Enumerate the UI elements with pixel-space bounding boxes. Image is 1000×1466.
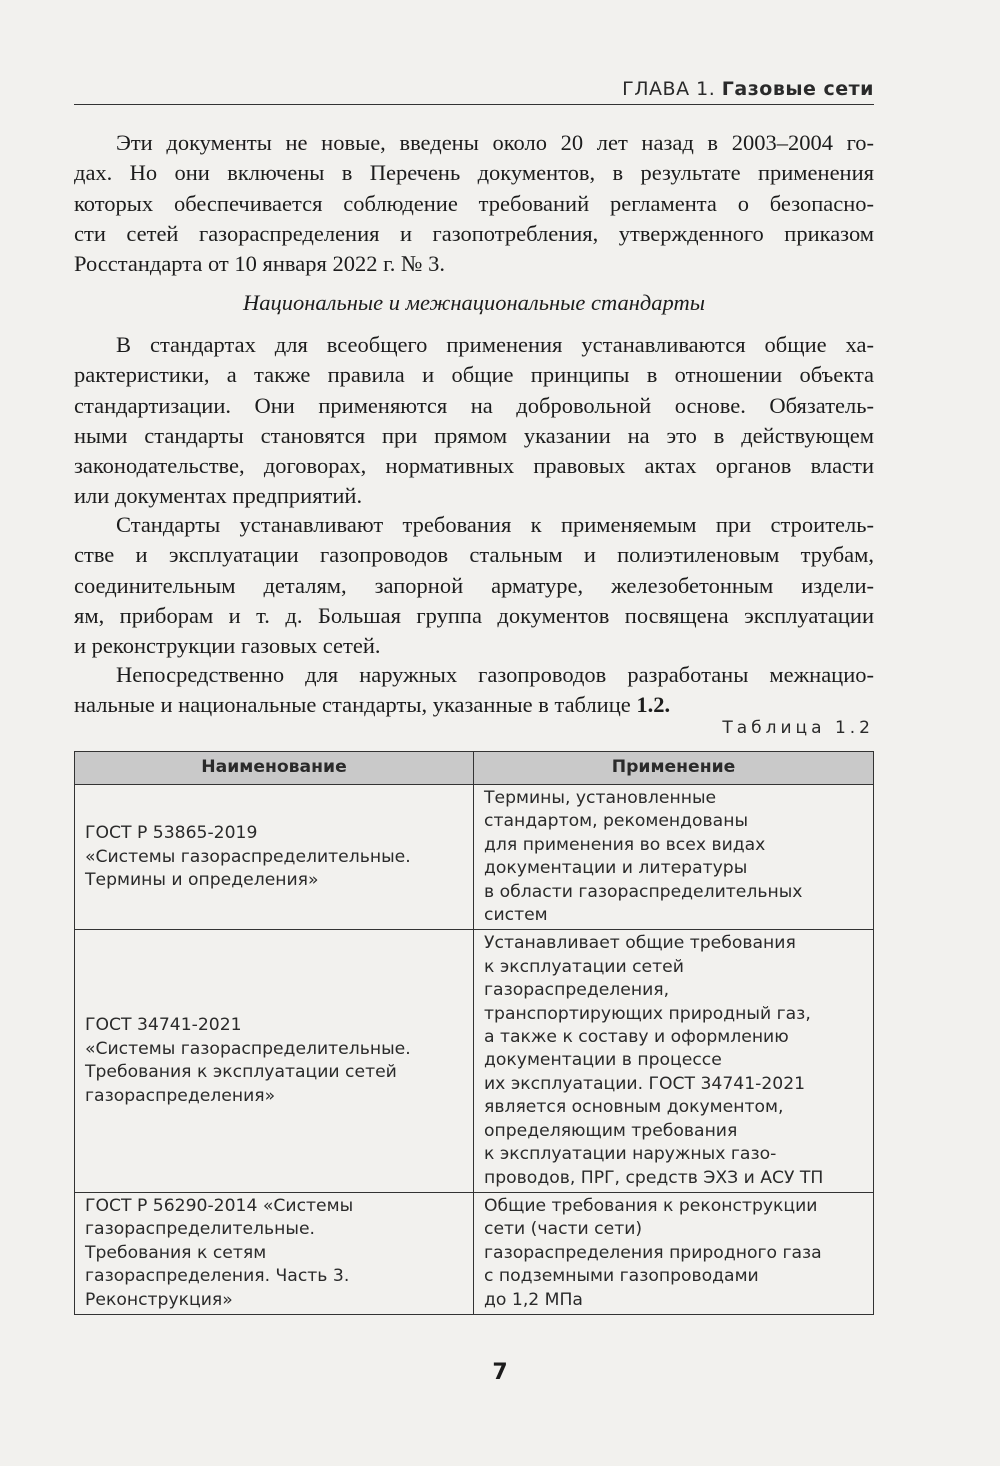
paragraph-line: Эти документы не новые, введены около 20 лет назад в 2003–2004 го- [116, 130, 874, 155]
cell-line: газораспределения. Часть 3. [85, 1266, 350, 1287]
cell-line: систем [484, 905, 548, 926]
paragraph-line: ными стандарты становятся при прямом указании на это в действующем [74, 422, 874, 448]
paragraph-line: законодательстве, договорах, нормативных правовых актах органов власти [74, 453, 874, 479]
column-header-use: Применение [474, 752, 874, 785]
table-reference: 1.2. [636, 692, 671, 718]
page-number: 7 [492, 1360, 508, 1385]
cell-line: Устанавливает общие требования [484, 933, 796, 954]
cell-line: газораспределительные. [85, 1219, 315, 1240]
cell-line: с подземными газопроводами [484, 1266, 759, 1287]
cell-line: ГОСТ Р 53865-2019 [85, 823, 258, 844]
paragraph-line: стандартизации. Они применяются на добровольной основе. Обязатель- [74, 392, 874, 418]
paragraph-line: Стандарты устанавливают требования к применяемым при строитель- [116, 512, 874, 537]
paragraph-line: которых обеспечивается соблюдение требований регламента о безопасно- [74, 190, 874, 216]
table-row [75, 785, 874, 930]
cell-line: документации в процессе [484, 1050, 722, 1071]
cell-line: Термины, установленные [484, 788, 717, 808]
standard-name-cell [75, 1192, 474, 1314]
paragraph-line: Росстандарта от 10 января 2022 г. № 3. [74, 251, 445, 277]
paragraph-line [74, 690, 874, 720]
cell-line: газораспределения, [484, 980, 670, 1001]
paragraph-line: В стандартах для всеобщего применения устанавливаются общие ха- [116, 332, 874, 357]
cell-line: Термины и определения» [85, 869, 319, 890]
paragraph-line: рактеристики, а также правила и общие принципы в отношении объекта [74, 362, 874, 388]
paragraph-line: дах. Но они включены в Перечень документов, в результате применения [74, 160, 874, 186]
cell-line: Общие требования к реконструкции [484, 1195, 818, 1216]
cell-line: транспортирующих природный газ, [484, 1003, 811, 1024]
paragraph-line: Непосредственно для наружных газопроводов разработаны межнацио- [116, 662, 874, 687]
cell-line: Требования к сетям [85, 1242, 267, 1263]
running-head [74, 78, 874, 100]
cell-line: ГОСТ Р 56290-2014 «Системы [85, 1195, 354, 1216]
table-caption: Таблица 1.2 [722, 718, 874, 738]
cell-line: является основным документом, [484, 1097, 784, 1118]
cell-line: их эксплуатации. ГОСТ 34741-2021 [484, 1073, 806, 1094]
chapter-title: Газовые сети [721, 78, 874, 100]
paragraph-line: или документах предприятий. [74, 483, 363, 509]
cell-line: до 1,2 МПа [484, 1289, 583, 1310]
paragraph-line: сти сетей газораспределения и газопотребления, утвержденного приказом [74, 220, 874, 246]
cell-line: Требования к эксплуатации сетей [85, 1062, 397, 1083]
cell-line: к эксплуатации наружных газо- [484, 1144, 777, 1165]
cell-line: Реконструкция» [85, 1289, 233, 1310]
standard-name-cell [75, 930, 474, 1192]
cell-line: в области газораспределительных [484, 881, 803, 902]
table-row [75, 930, 874, 1192]
cell-line: к эксплуатации сетей [484, 956, 684, 977]
standards-table [74, 751, 874, 1315]
section-subheading: Национальные и межнациональные стандарты [243, 290, 705, 315]
table-header-row [75, 752, 874, 785]
cell-line: документации и литературы [484, 858, 748, 879]
cell-line: стандартом, рекомендованы [484, 811, 749, 832]
cell-line: для применения во всех видах [484, 834, 766, 855]
standard-use-cell [474, 930, 874, 1192]
cell-line: «Системы газораспределительные. [85, 846, 411, 867]
paragraph-2 [74, 330, 874, 512]
cell-line: газораспределения природного газа [484, 1242, 822, 1263]
cell-line: определяющим требования [484, 1120, 738, 1141]
header-rule [74, 104, 874, 105]
paragraph-line: ям, приборам и т. д. Большая группа документов посвящена эксплуатации [74, 602, 874, 628]
paragraph-text: нальные и национальные стандарты, указанные в таблице [74, 692, 637, 718]
table-row [75, 1192, 874, 1314]
paragraph-line: и реконструкции газовых сетей. [74, 633, 381, 659]
cell-line: проводов, ПРГ, средств ЭХЗ и АСУ ТП [484, 1167, 824, 1188]
cell-line: газораспределения» [85, 1085, 276, 1106]
paragraph-line: стве и эксплуатации газопроводов стальным и полиэтиленовым трубам, [74, 542, 874, 568]
chapter-label: ГЛАВА 1. [622, 78, 716, 100]
cell-line: сети (части сети) [484, 1219, 643, 1240]
cell-line: а также к составу и оформлению [484, 1027, 789, 1048]
cell-line: «Системы газораспределительные. [85, 1038, 411, 1059]
paragraph-3 [74, 510, 874, 661]
standard-use-cell [474, 1192, 874, 1314]
paragraph-line: соединительным деталям, запорной арматуре, железобетонным издели- [74, 572, 874, 598]
standard-use-cell [474, 785, 874, 930]
cell-line: ГОСТ 34741-2021 [85, 1015, 242, 1036]
standard-name-cell [75, 785, 474, 930]
paragraph-1 [74, 128, 874, 279]
paragraph-4 [74, 660, 874, 721]
column-header-name: Наименование [75, 752, 474, 785]
